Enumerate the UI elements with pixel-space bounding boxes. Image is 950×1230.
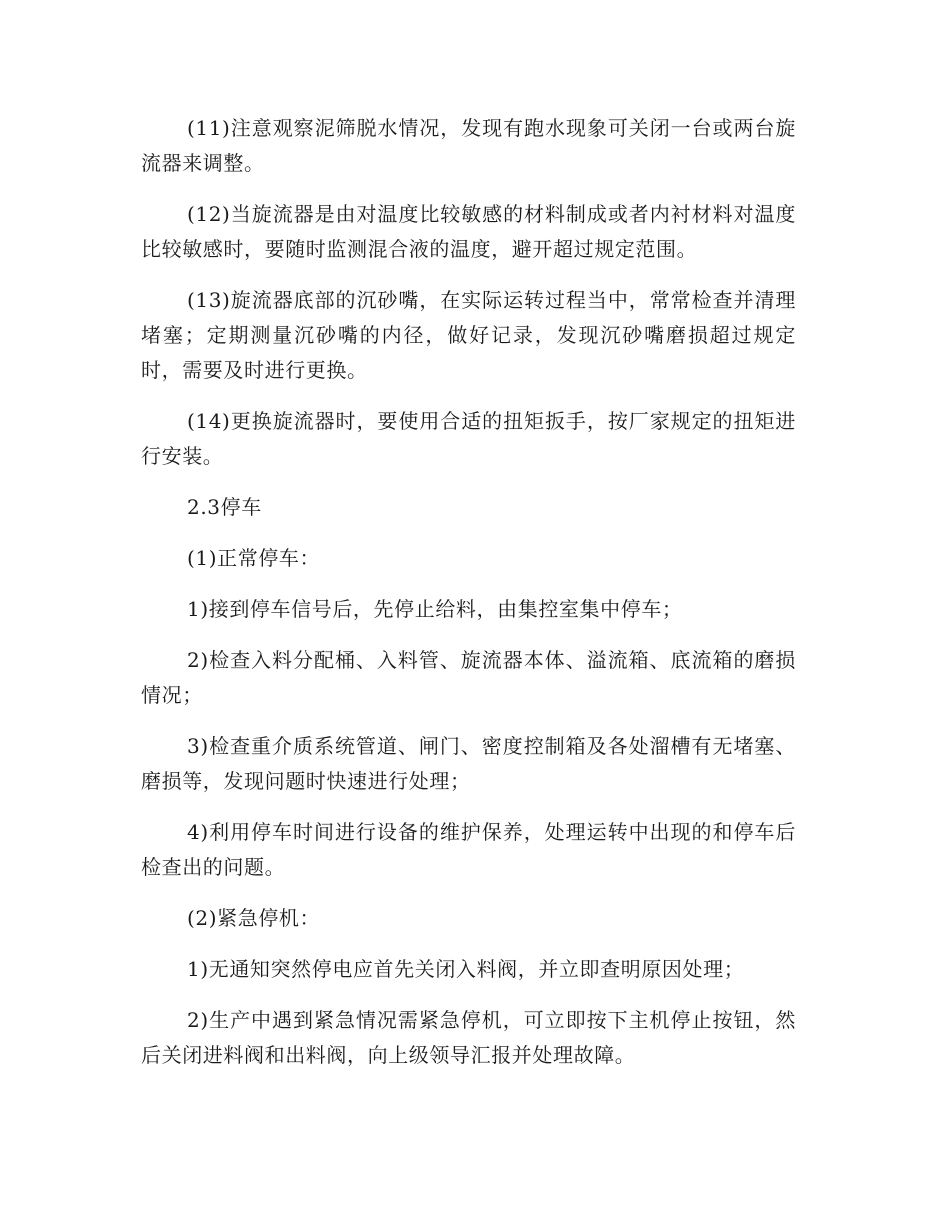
section-heading-stop: 2.3停车 xyxy=(187,495,262,519)
paragraph-item-13: (13)旋流器底部的沉砂嘴，在实际运转过程当中，常常检查并清理堵塞；定期测量沉砂嘴的内径，做好记录，发现沉砂嘴磨损超过规定时，需要及时进行更换。 xyxy=(141,288,796,382)
subsection-heading-normal-stop: (1)正常停车： xyxy=(187,546,321,570)
normal-stop-step-4: 4)利用停车时间进行设备的维护保养，处理运转中出现的和停车后检查出的问题。 xyxy=(141,820,796,879)
paragraph-item-11: (11)注意观察泥筛脱水情况，发现有跑水现象可关闭一台或两台旋流器来调整。 xyxy=(141,116,796,175)
emergency-stop-step-1: 1)无通知突然停电应首先关闭入料阀，并立即查明原因处理； xyxy=(187,957,745,981)
normal-stop-step-2: 2)检查入料分配桶、入料管、旋流器本体、溢流箱、底流箱的磨损情况； xyxy=(141,648,796,707)
emergency-stop-step-2: 2)生产中遇到紧急情况需紧急停机，可立即按下主机停止按钮，然后关闭进料阀和出料阀，向上级领导汇报并处理故障。 xyxy=(141,1008,796,1067)
normal-stop-step-1: 1)接到停车信号后，先停止给料，由集控室集中停车； xyxy=(187,597,683,621)
paragraph-item-12: (12)当旋流器是由对温度比较敏感的材料制成或者内衬材料对温度比较敏感时，要随时监测混合液的温度，避开超过规定范围。 xyxy=(141,202,796,261)
paragraph-item-14: (14)更换旋流器时，要使用合适的扭矩扳手，按厂家规定的扭矩进行安装。 xyxy=(141,409,796,468)
subsection-heading-emergency-stop: (2)紧急停机： xyxy=(187,906,321,930)
normal-stop-step-3: 3)检查重介质系统管道、闸门、密度控制箱及各处溜槽有无堵塞、磨损等，发现问题时快速进行处理； xyxy=(141,734,796,793)
document-body xyxy=(141,111,796,1089)
